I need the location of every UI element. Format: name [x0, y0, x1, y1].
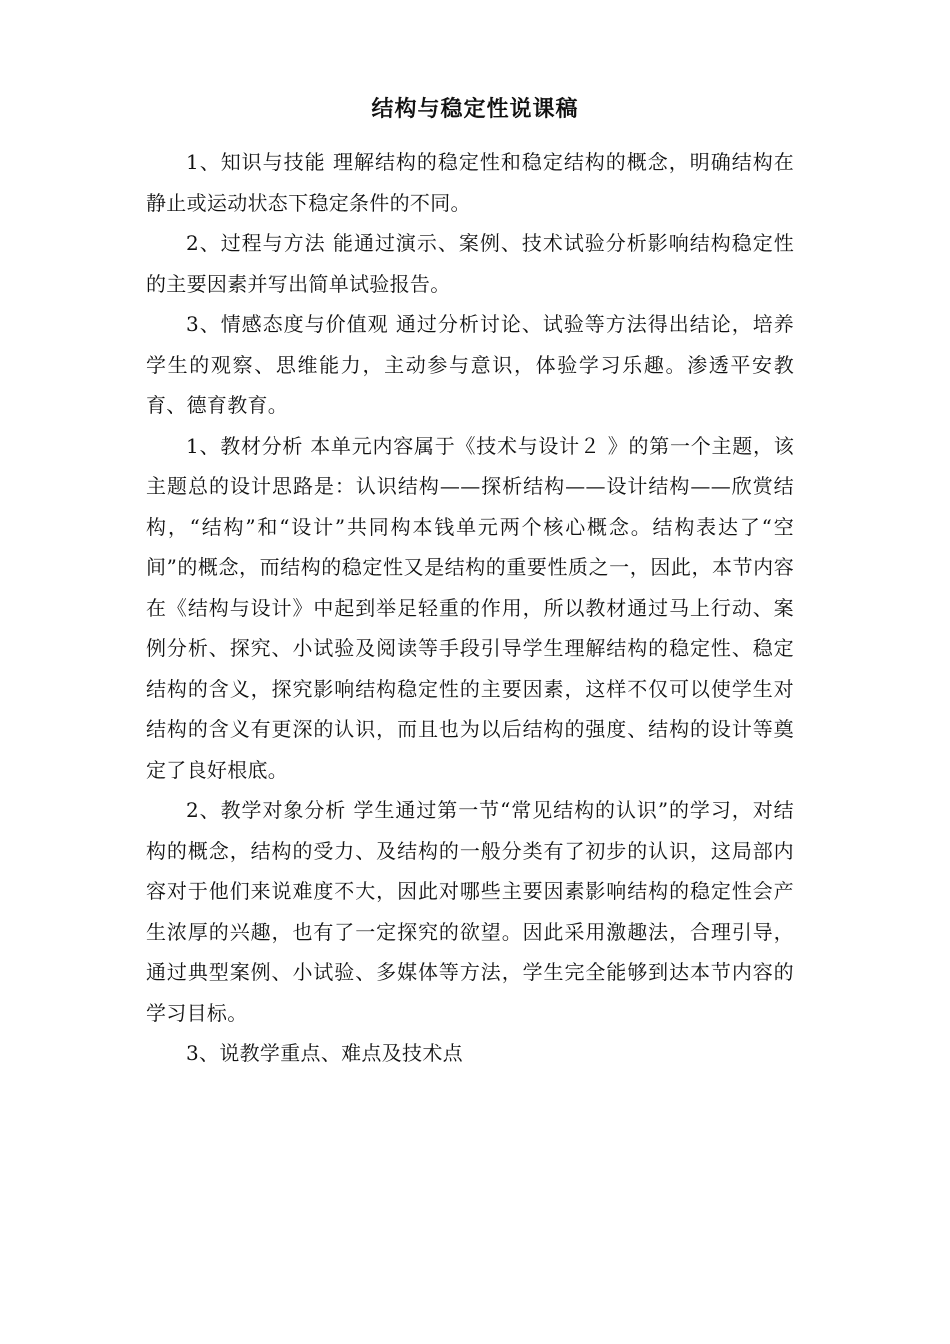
document-body — [146, 142, 794, 1074]
paragraph-student-analysis: 2、教学对象分析 学生通过第一节“常见结构的认识”的学习，对结构的概念，结构的受力、及结构的一般分类有了初步的认识，这局部内容对于他们来说难度不大，因此对哪些主要因素影响结构的稳定性会产生浓厚的兴趣，也有了一定探究的欲望。因此采用激趣法，合理引导，通过典型案例、小试验、多媒体等方法，学生完全能够到达本节内容的学习目标。 — [146, 798, 794, 1025]
paragraph-key-points: 3、说教学重点、难点及技术点 — [186, 1041, 463, 1065]
paragraph-process-methods: 2、过程与方法 能通过演示、案例、技术试验分析影响结构稳定性的主要因素并写出简单试验报告。 — [146, 231, 794, 296]
document-title: 结构与稳定性说课稿 — [371, 97, 579, 122]
paragraph-knowledge-skills: 1、知识与技能 理解结构的稳定性和稳定结构的概念，明确结构在静止或运动状态下稳定条件的不同。 — [146, 150, 794, 215]
paragraph-attitude-values: 3、情感态度与价值观 通过分析讨论、试验等方法得出结论，培养学生的观察、思维能力，主动参与意识，体验学习乐趣。渗透平安教育、德育教育。 — [146, 312, 794, 417]
paragraph-textbook-analysis: 1、教材分析 本单元内容属于《技术与设计２ 》的第一个主题，该主题总的设计思路是：认识结构——探析结构——设计结构——欣赏结构，“结构”和“设计”共同构本钱单元两个核心概念。结构表达了“空间”的概念，而结构的稳定性又是结构的重要性质之一，因此，本节内容在《结构与设计》中起到举足轻重的作用，所以教材通过马上行动、案例分析、探究、小试验及阅读等手段引导学生理解结构的稳定性、稳定结构的含义，探究影响结构稳定性的主要因素，这样不仅可以使学生对结构的含义有更深的认识，而且也为以后结构的强度、结构的设计等奠定了良好根底。 — [146, 433, 794, 782]
